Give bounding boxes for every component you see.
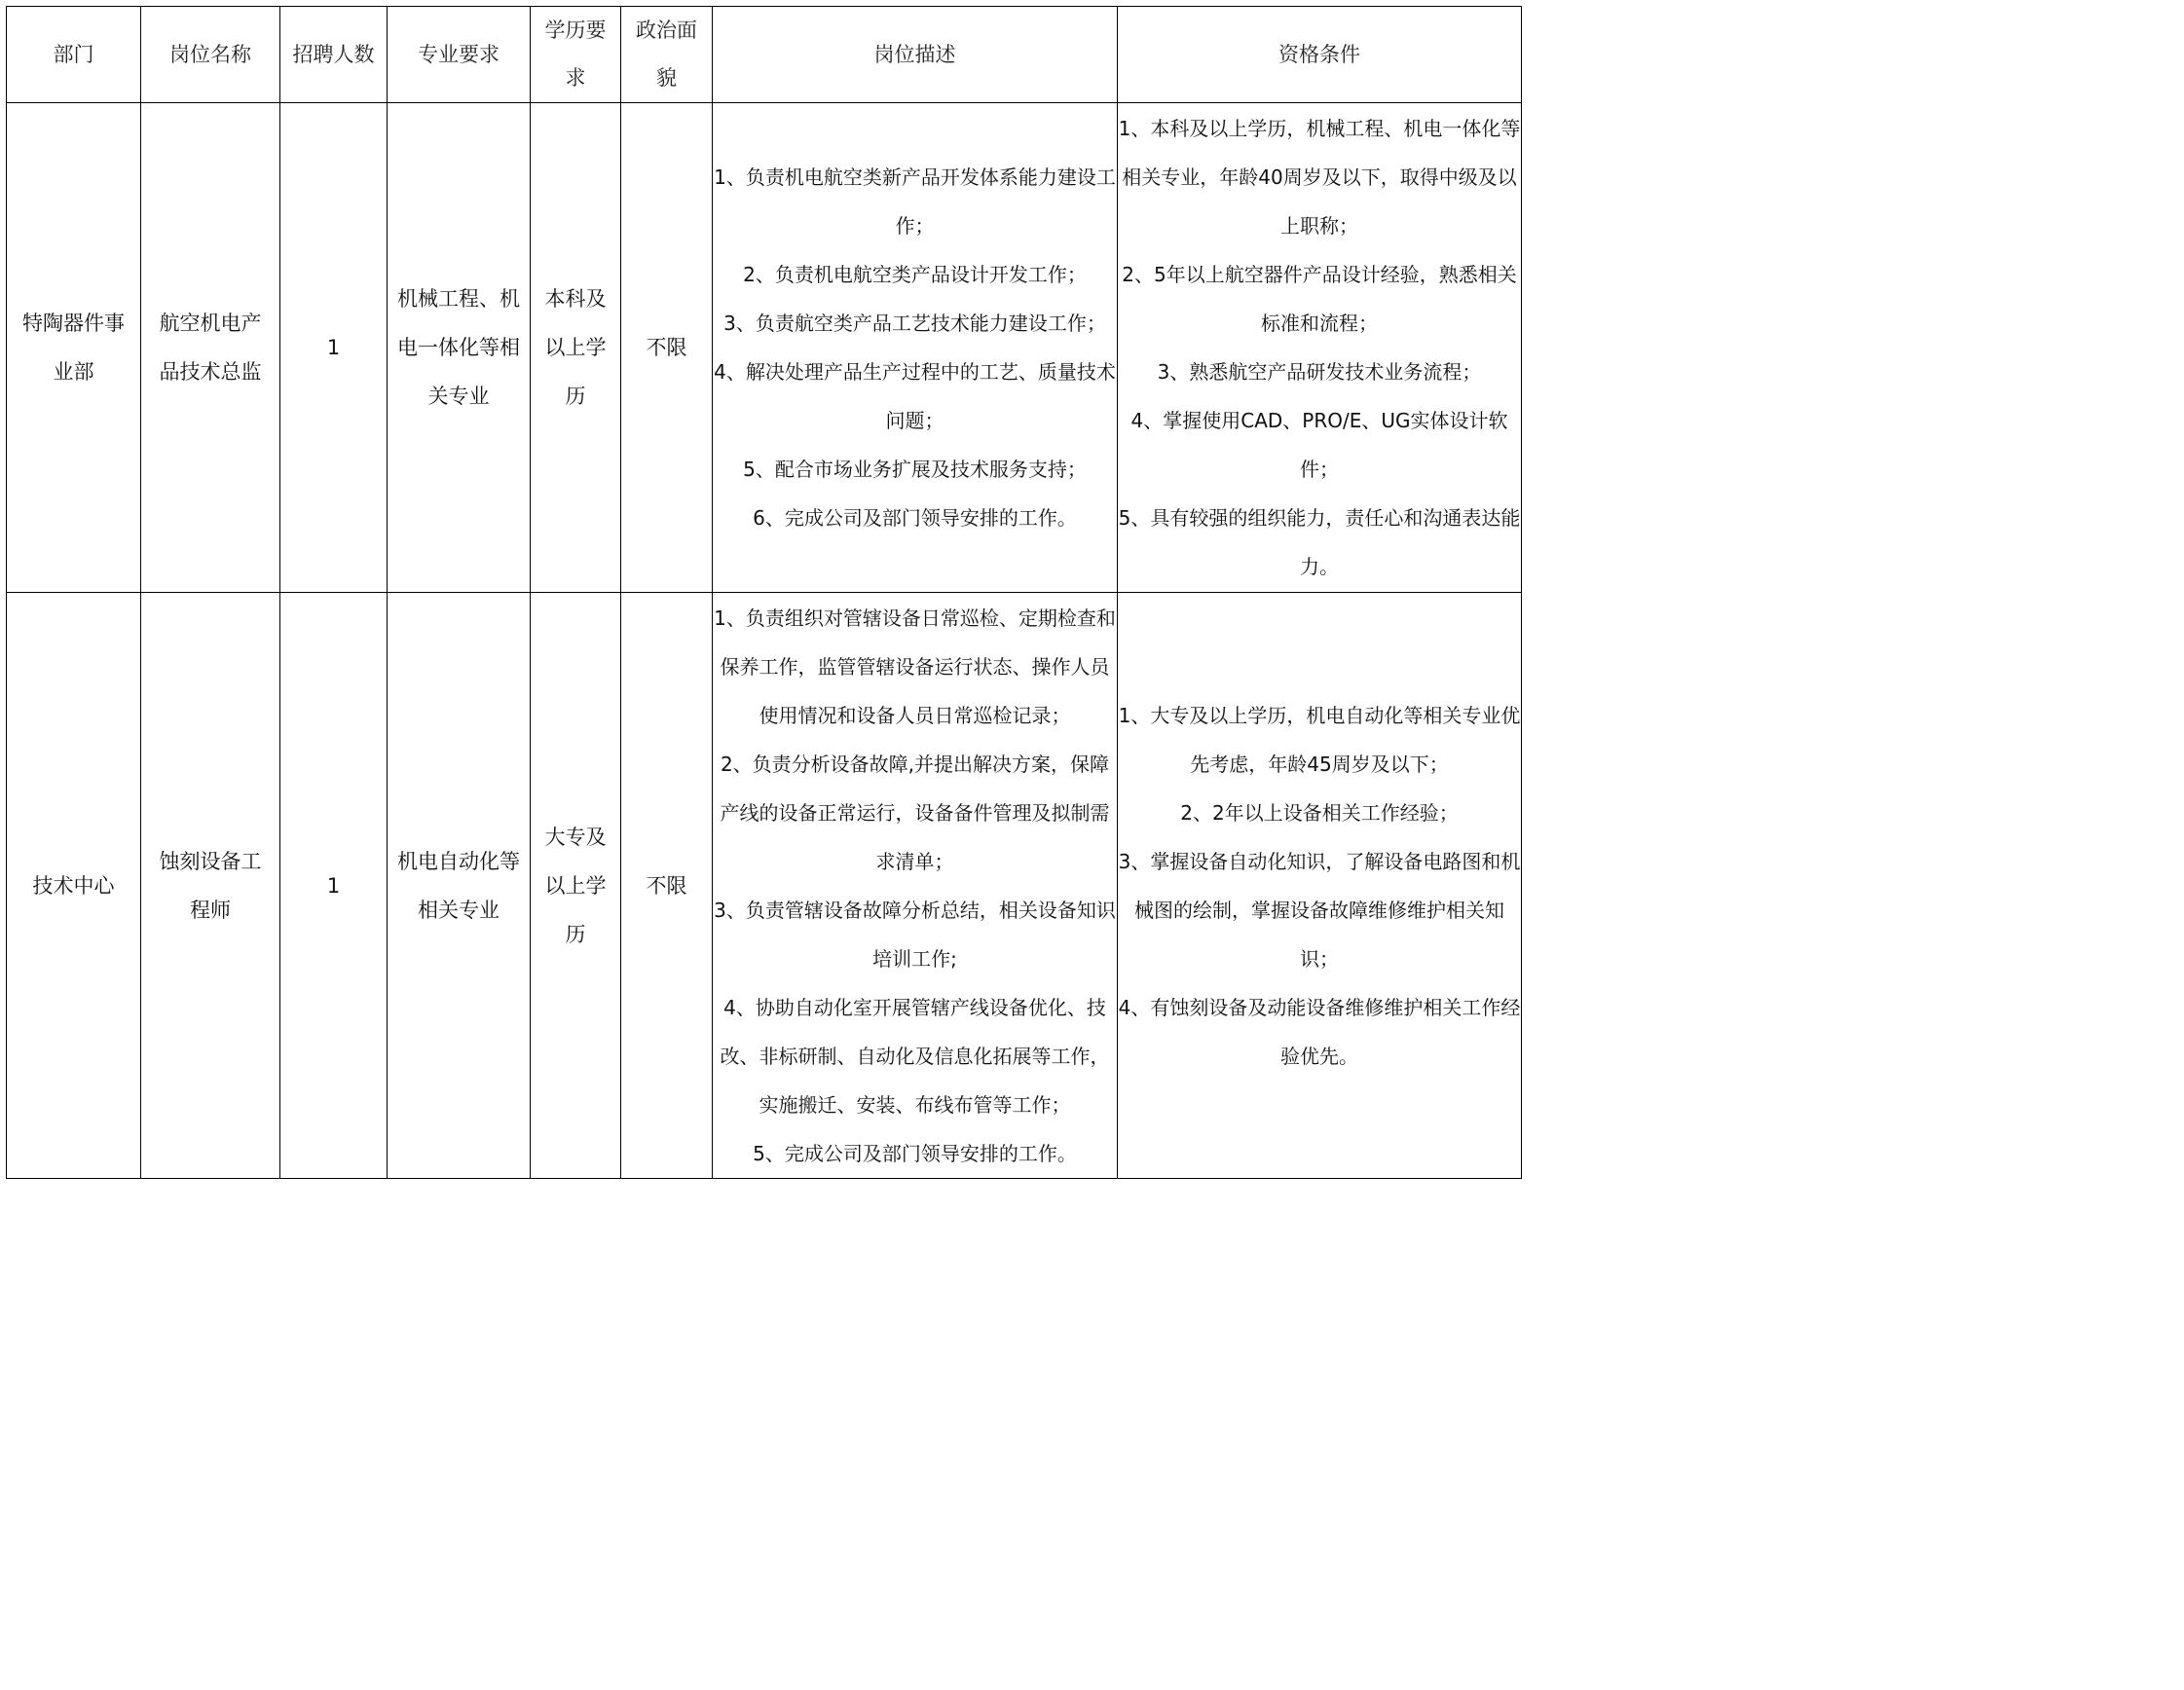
header-political: 政治面貌 [621,7,713,103]
header-major: 专业要求 [388,7,531,103]
description-item: 3、负责管辖设备故障分析总结，相关设备知识培训工作; [714,898,1116,971]
header-position: 岗位名称 [141,7,280,103]
description-item: 3、负责航空类产品工艺技术能力建设工作； [723,312,1106,335]
qualification-item: 1、大专及以上学历，机电自动化等相关专业优先考虑，年龄45周岁及以下； [1118,703,1521,776]
header-department: 部门 [7,7,141,103]
description-item: 4、协助自动化室开展管辖产线设备优化、技改、非标研制、自动化及信息化拓展等工作，实施搬迁、安装、布线布管等工作； [720,995,1110,1117]
cell-headcount: 1 [280,593,388,1179]
description-item: 5、配合市场业务扩展及技术服务支持； [743,458,1087,481]
cell-qualifications [1118,103,1522,593]
qualification-item: 3、掌握设备自动化知识，了解设备电路图和机械图的绘制，掌握设备故障维修维护相关知识； [1118,849,1521,971]
cell-political: 不限 [621,103,713,593]
qualification-item: 3、熟悉航空产品研发技术业务流程； [1157,360,1482,384]
qualification-item: 2、2年以上设备相关工作经验； [1180,800,1459,825]
recruitment-table [6,6,1522,1179]
qualification-item: 2、5年以上航空器件产品设计经验，熟悉相关标准和流程； [1122,263,1517,335]
cell-department: 特陶器件事业部 [7,103,141,593]
cell-description [713,593,1118,1179]
description-item: 1、负责机电航空类新产品开发体系能力建设工作； [714,165,1116,238]
cell-major: 机电自动化等相关专业 [388,593,531,1179]
header-description: 岗位描述 [713,7,1118,103]
table-row [7,593,1522,1179]
description-item: 2、负责机电航空类产品设计开发工作； [743,263,1087,286]
cell-education: 大专及以上学历 [531,593,621,1179]
header-headcount: 招聘人数 [280,7,388,103]
cell-political: 不限 [621,593,713,1179]
qualification-item: 1、本科及以上学历，机械工程、机电一体化等相关专业，年龄40周岁及以下，取得中级及以上职称； [1118,117,1521,238]
header-qualifications: 资格条件 [1118,7,1522,103]
description-item: 2、负责分析设备故障,并提出解决方案，保障产线的设备正常运行，设备备件管理及拟制需求清单； [720,752,1110,873]
cell-department: 技术中心 [7,593,141,1179]
qualification-item: 5、具有较强的组织能力，责任心和沟通表达能力。 [1118,506,1521,578]
header-education: 学历要求 [531,7,621,103]
description-item: 4、解决处理产品生产过程中的工艺、质量技术问题； [714,360,1116,432]
cell-qualifications [1118,593,1522,1179]
cell-education: 本科及以上学历 [531,103,621,593]
description-item: 5、完成公司及部门领导安排的工作。 [753,1141,1077,1165]
cell-headcount: 1 [280,103,388,593]
cell-position: 蚀刻设备工程师 [141,593,280,1179]
cell-major: 机械工程、机电一体化等相关专业 [388,103,531,593]
description-item: 6、完成公司及部门领导安排的工作。 [753,506,1077,530]
cell-description [713,103,1118,593]
qualification-item: 4、掌握使用CAD、PRO/E、UG实体设计软件； [1130,409,1508,481]
description-item: 1、负责组织对管辖设备日常巡检、定期检查和保养工作，监管管辖设备运行状态、操作人员使用情况和设备人员日常巡检记录； [714,606,1116,727]
cell-position: 航空机电产品技术总监 [141,103,280,593]
header-row [7,7,1522,103]
table-row [7,103,1522,593]
qualification-item: 4、有蚀刻设备及动能设备维修维护相关工作经验优先。 [1118,995,1521,1068]
